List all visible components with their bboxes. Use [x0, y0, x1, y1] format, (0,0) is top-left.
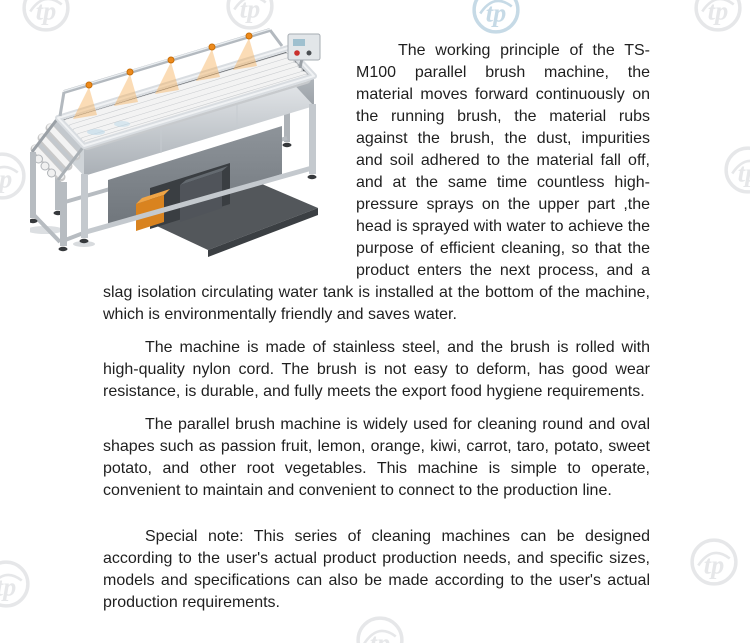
- paragraph-materials: The machine is made of stainless steel, and the brush is rolled with high-quality nylon cord. The brush is not easy to deform, has good wear resistance, is durable, and fully meets the export food hygiene requirements.: [103, 339, 650, 400]
- emergency-button: [294, 50, 300, 56]
- paragraph-special-note: Special note: This series of cleaning machines can be designed according to the user's actual product production needs, and specific sizes, models and specifications can also be made according to the user's actual production requirements.: [103, 528, 650, 611]
- paragraph-intro: [103, 40, 650, 326]
- paragraph-intro-text: The working principle of the TS-M100 parallel brush machine, the material moves forward continuously on the running brush, the material rubs against the brush, the dust, impurities and soil adhered to the material fall off, and at the same time countless high-pressure sprays on the upper part ,the head is sprayed with water to achieve the purpose of efficient cleaning, so that the product enters the next process, and a slag isolation circulating water tank is installed at the bottom of the machine, which is environmentally friendly and saves water.: [103, 42, 650, 323]
- paragraph-applications: The parallel brush machine is widely used for cleaning round and oval shapes such as passion fruit, lemon, orange, kiwi, carrot, taro, potato, sweet potato, and other root vegetables. This machine is simple to operate, convenient to maintain and convenient to connect to the production line.: [103, 416, 650, 499]
- machine-illustration: [30, 8, 350, 258]
- product-photo: [30, 8, 350, 258]
- watermark-logo: [352, 612, 408, 643]
